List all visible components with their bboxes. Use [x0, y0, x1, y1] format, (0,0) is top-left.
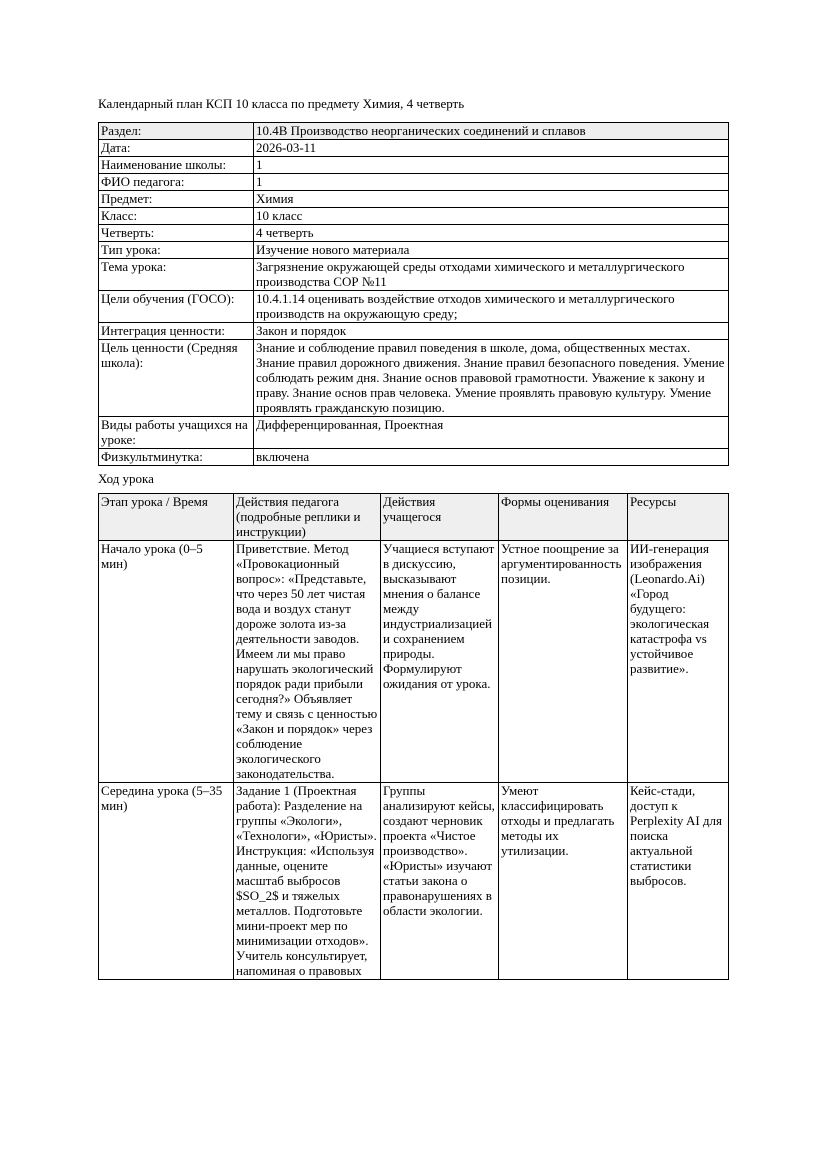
flow-header-row	[99, 494, 729, 541]
info-row	[99, 242, 729, 259]
info-row	[99, 208, 729, 225]
info-row	[99, 174, 729, 191]
info-value: Химия	[254, 191, 729, 208]
info-value: 1	[254, 174, 729, 191]
teacher-actions-cell: Приветствие. Метод «Провокационный вопрос»: «Представьте, что через 50 лет чистая вода и воздух станут дороже золота из-за деятельности заводов. Имеем ли мы право нарушать экологический порядок ради прибыли сегодня?» Объявляет тему и связь с ценностью «Закон и порядок» через соблюдение экологического законодательства.	[234, 541, 381, 783]
info-row	[99, 259, 729, 291]
info-label: Класс:	[99, 208, 254, 225]
info-value: 2026-03-11	[254, 140, 729, 157]
info-row	[99, 191, 729, 208]
info-label: Четверть:	[99, 225, 254, 242]
student-actions-cell: Учащиеся вступают в дискуссию, высказывают мнения о балансе между индустриализацией и сохранением природы. Формулируют ожидания от урока.	[381, 541, 499, 783]
info-row	[99, 417, 729, 449]
info-label: Тип урока:	[99, 242, 254, 259]
info-label: Раздел:	[99, 123, 254, 140]
info-label: Тема урока:	[99, 259, 254, 291]
teacher-actions-cell: Задание 1 (Проектная работа): Разделение на группы «Экологи», «Технологи», «Юристы». Инструкция: «Используя данные, оцените масштаб выбросов $SO_2$ и тяжелых металлов. Подготовьте мини-проект мер по минимизации отходов». Учитель консультирует, напоминая о правовых	[234, 783, 381, 980]
info-value: Загрязнение окружающей среды отходами химического и металлургического производства СОР №11	[254, 259, 729, 291]
info-value: Дифференцированная, Проектная	[254, 417, 729, 449]
assessment-cell: Умеют классифицировать отходы и предлагать методы их утилизации.	[499, 783, 628, 980]
info-value: 10 класс	[254, 208, 729, 225]
info-label: Цели обучения (ГОСО):	[99, 291, 254, 323]
info-value: 10.4.1.14 оценивать воздействие отходов химического и металлургического производств на окружающую среду;	[254, 291, 729, 323]
info-label: Виды работы учащихся на уроке:	[99, 417, 254, 449]
info-row	[99, 291, 729, 323]
lesson-flow-heading: Ход урока	[98, 471, 154, 486]
flow-header-student-actions: Действия учащегося	[381, 494, 499, 541]
info-value: 10.4B Производство неорганических соединений и сплавов	[254, 123, 729, 140]
flow-header-stage: Этап урока / Время	[99, 494, 234, 541]
flow-row-lesson-start	[99, 541, 729, 783]
info-value: Закон и порядок	[254, 323, 729, 340]
info-value: Знание и соблюдение правил поведения в школе, дома, общественных местах. Знание правил дорожного движения. Знание правил безопасного поведения. Умение соблюдать режим дня. Знание основ правовой грамотности. Уважение к закону и праву. Знание основ прав человека. Умение проявлять правовую культуру. Умение проявлять гражданскую позицию.	[254, 340, 729, 417]
flow-header-assessment: Формы оценивания	[499, 494, 628, 541]
resources-cell: ИИ-генерация изображения (Leonardo.Ai) «Город будущего: экологическая катастрофа vs устойчивое развитие».	[628, 541, 729, 783]
lesson-flow-table	[98, 493, 729, 980]
info-label: Цель ценности (Средняя школа):	[99, 340, 254, 417]
info-value: 1	[254, 157, 729, 174]
info-row	[99, 449, 729, 466]
info-row	[99, 123, 729, 140]
flow-header-resources: Ресурсы	[628, 494, 729, 541]
info-value: включена	[254, 449, 729, 466]
info-row	[99, 157, 729, 174]
info-label: Предмет:	[99, 191, 254, 208]
info-row	[99, 340, 729, 417]
info-value: 4 четверть	[254, 225, 729, 242]
flow-row-lesson-middle	[99, 783, 729, 980]
info-row	[99, 225, 729, 242]
info-label: Наименование школы:	[99, 157, 254, 174]
info-label: Интеграция ценности:	[99, 323, 254, 340]
info-label: ФИО педагога:	[99, 174, 254, 191]
assessment-cell: Устное поощрение за аргументированность позиции.	[499, 541, 628, 783]
document-title: Календарный план КСП 10 класса по предмету Химия, 4 четверть	[98, 96, 465, 111]
info-row	[99, 323, 729, 340]
info-row	[99, 140, 729, 157]
stage-cell: Начало урока (0–5 мин)	[99, 541, 234, 783]
flow-header-teacher-actions: Действия педагога (подробные реплики и инструкции)	[234, 494, 381, 541]
info-label: Дата:	[99, 140, 254, 157]
student-actions-cell: Группы анализируют кейсы, создают черновик проекта «Чистое производство». «Юристы» изучают статьи закона о правонарушениях в области экологии.	[381, 783, 499, 980]
resources-cell: Кейс-стади, доступ к Perplexity AI для поиска актуальной статистики выбросов.	[628, 783, 729, 980]
stage-cell: Середина урока (5–35 мин)	[99, 783, 234, 980]
info-label: Физкультминутка:	[99, 449, 254, 466]
lesson-info-table	[98, 122, 729, 466]
info-value: Изучение нового материала	[254, 242, 729, 259]
